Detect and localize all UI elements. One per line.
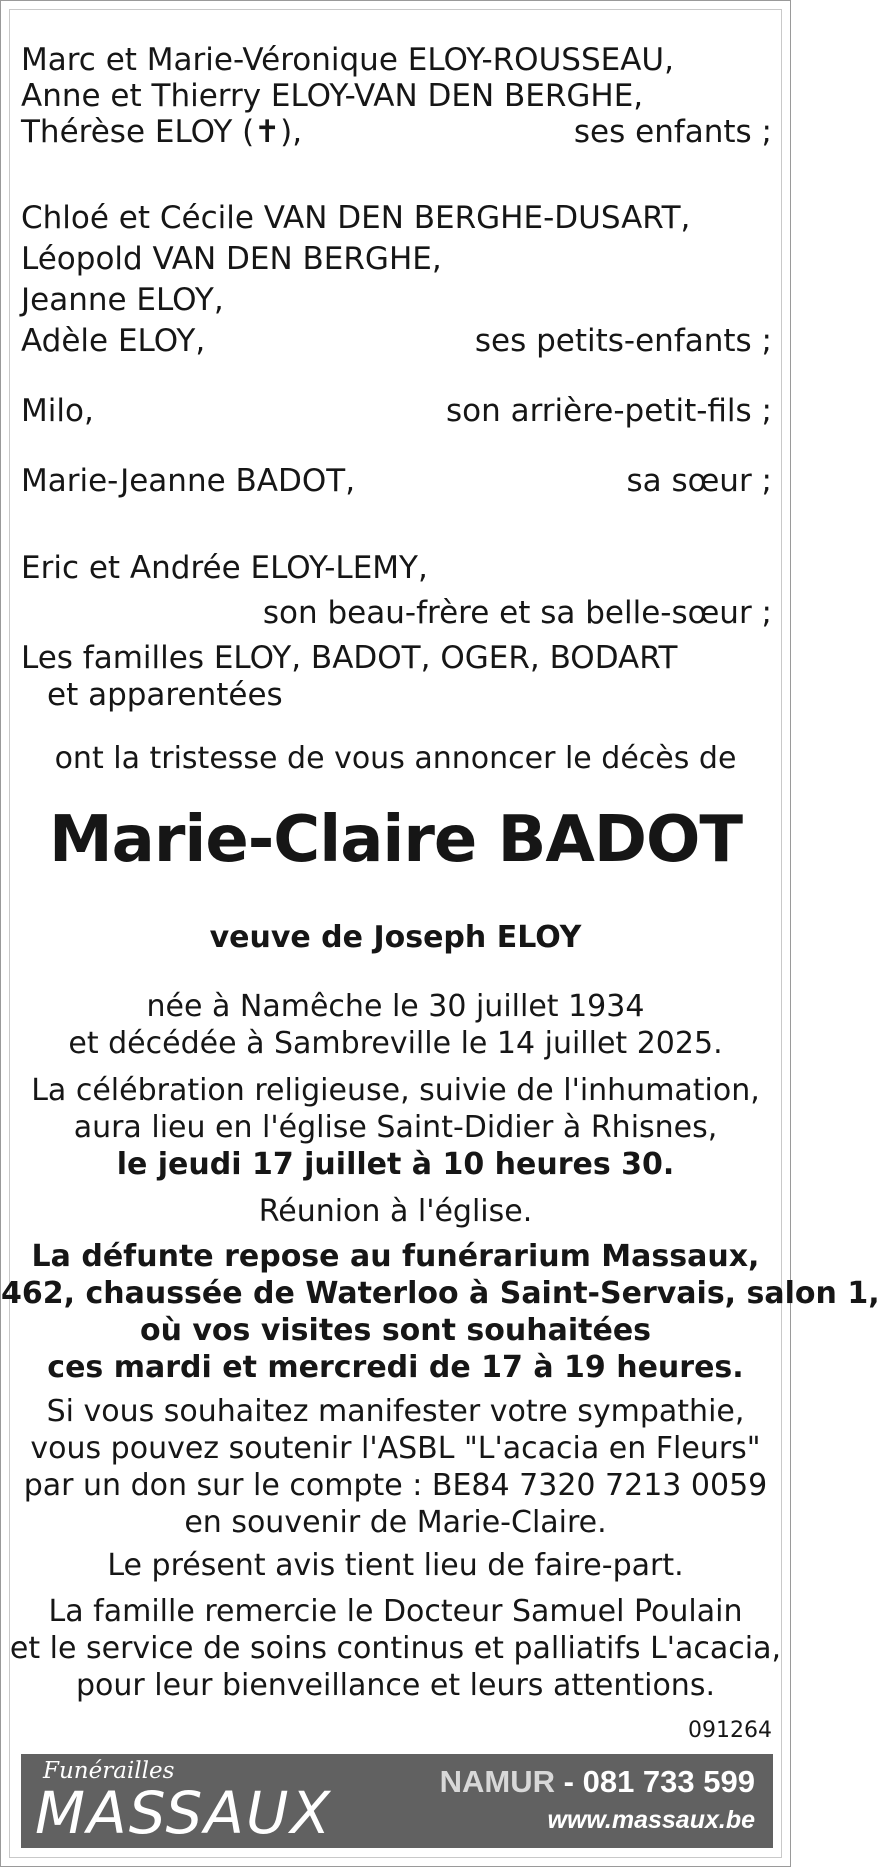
child-name: Thérèse ELOY (✝), (21, 114, 303, 150)
relation-label: sa sœur ; (626, 463, 772, 499)
family-line (21, 323, 772, 359)
phone-number: 081 733 599 (582, 1764, 755, 1799)
grandchild-name: Chloé et Cécile VAN DEN BERGHE-DUSART, (21, 200, 691, 236)
relation-label: son beau-frère et sa belle-sœur ; (262, 595, 772, 631)
death-text: et décédée à Sambreville le 14 juillet 2025. (68, 1026, 723, 1061)
donation-text: en souvenir de Marie-Claire. (184, 1505, 607, 1540)
family-line (21, 241, 772, 277)
thanks-text: et le service de soins continus et palliatifs L'acacia, (9, 1631, 782, 1666)
ceremony-text: aura lieu en l'église Saint-Didier à Rhisnes, (73, 1110, 718, 1145)
massaux-logo: MASSAUX (35, 1779, 333, 1847)
child-name: Anne et Thierry ELOY-VAN DEN BERGHE, (21, 78, 644, 114)
website-link[interactable]: www.massaux.be (547, 1806, 755, 1834)
relation-label: son arrière-petit-fils ; (445, 393, 772, 429)
family-line (21, 550, 772, 586)
separator: - (555, 1764, 583, 1799)
family-line (21, 114, 772, 150)
ceremony-date: le jeudi 17 juillet à 10 heures 30. (116, 1147, 675, 1182)
funeral-home-banner (21, 1754, 773, 1848)
contact-line (440, 1764, 755, 1800)
deceased-name: Marie-Claire BADOT (48, 803, 743, 877)
ceremony-text: La célébration religieuse, suivie de l'inhumation, (31, 1073, 760, 1108)
donation-text: Si vous souhaitez manifester votre sympathie, (46, 1394, 745, 1429)
families-text: Les familles ELOY, BADOT, OGER, BODART (21, 640, 678, 676)
grandchild-name: Jeanne ELOY, (21, 282, 224, 318)
meeting-text: Réunion à l'église. (258, 1194, 533, 1229)
sister-name: Marie-Jeanne BADOT, (21, 463, 356, 499)
visitation-text: ces mardi et mercredi de 17 à 19 heures. (47, 1350, 744, 1385)
family-line (21, 463, 772, 499)
family-line (21, 78, 772, 114)
donation-text: par un don sur le compte : BE84 7320 7213 0059 (23, 1468, 768, 1503)
families-text: et apparentées (47, 677, 283, 713)
family-line (21, 200, 772, 236)
widow-of-text: veuve de Joseph ELOY (209, 920, 582, 955)
city-label: NAMUR (439, 1764, 556, 1799)
family-line (21, 282, 772, 318)
relation-label: ses petits-enfants ; (474, 323, 772, 359)
thanks-text: La famille remercie le Docteur Samuel Poulain (48, 1594, 743, 1629)
donation-text: vous pouvez soutenir l'ASBL "L'acacia en Fleurs" (30, 1431, 761, 1466)
grandchild-name: Adèle ELOY, (21, 323, 206, 359)
family-line (47, 677, 772, 713)
relation-label: ses enfants ; (573, 114, 772, 150)
birth-text: née à Namêche le 30 juillet 1934 (146, 989, 645, 1024)
in-laws-name: Eric et Andrée ELOY-LEMY, (21, 550, 428, 586)
announcement-text: ont la tristesse de vous annoncer le décès de (54, 741, 737, 776)
family-line (21, 393, 772, 429)
thanks-text: pour leur bienveillance et leurs attentions. (76, 1668, 715, 1703)
visitation-text: La défunte repose au funérarium Massaux, (31, 1239, 760, 1274)
grandchild-name: Léopold VAN DEN BERGHE, (21, 241, 442, 277)
reference-number: 091264 (688, 1718, 772, 1743)
visitation-text: 462, chaussée de Waterloo à Saint-Servais, salon 1, (1, 1276, 880, 1311)
child-name: Marc et Marie-Véronique ELOY-ROUSSEAU, (21, 42, 674, 78)
family-line (21, 640, 772, 676)
great-grandchild-name: Milo, (21, 393, 94, 429)
family-line (21, 42, 772, 78)
visitation-text: où vos visites sont souhaitées (139, 1313, 652, 1348)
notice-text: Le présent avis tient lieu de faire-part. (107, 1548, 684, 1583)
funerailles-label: Funérailles (43, 1758, 175, 1784)
